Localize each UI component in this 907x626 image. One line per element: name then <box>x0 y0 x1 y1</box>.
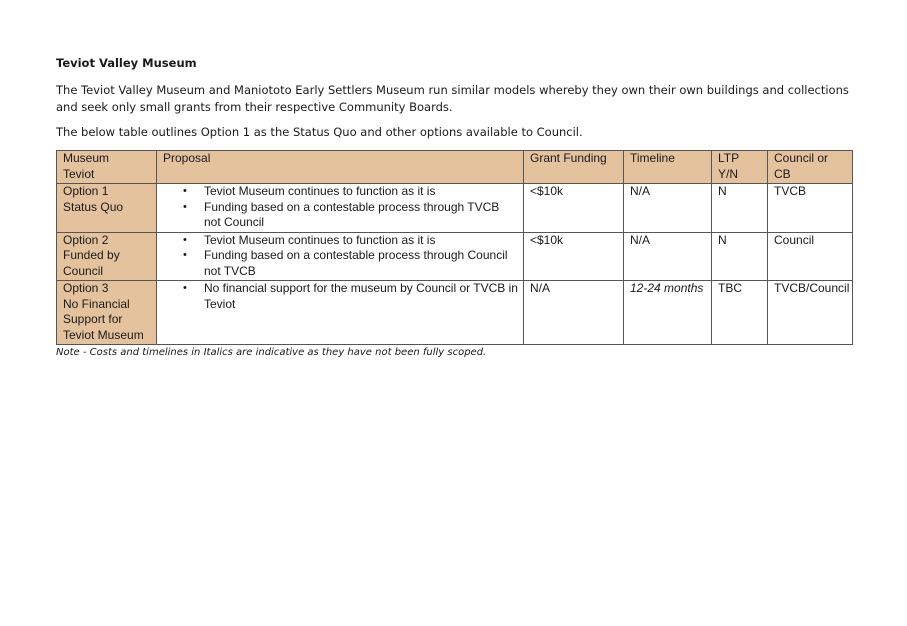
table-intro-paragraph: The below table outlines Option 1 as the Status Quo and other options available to Council. <box>56 125 583 139</box>
proposal-cell <box>157 184 524 233</box>
council-cell: TVCB/Council <box>768 281 853 345</box>
timeline-cell: N/A <box>624 184 712 233</box>
table-note: Note - Costs and timelines in Italics are indicative as they have not been fully scoped. <box>56 347 487 358</box>
council-cell: Council <box>768 232 853 281</box>
proposal-bullet-list <box>163 184 518 231</box>
proposal-bullet-list <box>163 281 518 312</box>
grant-cell: <$10k <box>524 184 624 233</box>
timeline-cell: 12-24 months <box>624 281 712 345</box>
grant-cell: N/A <box>524 281 624 345</box>
header-council-or-cb: Council or CB <box>768 151 853 184</box>
grant-cell: <$10k <box>524 232 624 281</box>
header-museum: Museum Teviot <box>57 151 157 184</box>
proposal-cell <box>157 232 524 281</box>
table-row <box>57 232 853 281</box>
table-header-row <box>57 151 853 184</box>
ltp-cell: N <box>712 232 768 281</box>
list-item: • Teviot Museum continues to function as it is <box>204 184 518 200</box>
options-table <box>56 150 853 345</box>
list-item: • No financial support for the museum by Council or TVCB in Teviot <box>204 281 518 312</box>
intro-paragraph: The Teviot Valley Museum and Maniototo Early Settlers Museum run similar models whereby they own their own buildings and collections and seek only small grants from their respective Community Boards. <box>56 83 849 114</box>
option-cell: Option 1 Status Quo <box>57 184 157 233</box>
section-heading: Teviot Valley Museum <box>56 56 197 70</box>
header-proposal: Proposal <box>157 151 524 184</box>
proposal-bullet-list <box>163 233 518 280</box>
table-row <box>57 281 853 345</box>
timeline-cell: N/A <box>624 232 712 281</box>
proposal-cell <box>157 281 524 345</box>
header-ltp: LTP Y/N <box>712 151 768 184</box>
ltp-cell: TBC <box>712 281 768 345</box>
ltp-cell: N <box>712 184 768 233</box>
document-page <box>56 56 852 360</box>
option-cell: Option 3 No Financial Support for Teviot Museum <box>57 281 157 345</box>
list-item: • Teviot Museum continues to function as it is <box>204 233 518 249</box>
council-cell: TVCB <box>768 184 853 233</box>
header-timeline: Timeline <box>624 151 712 184</box>
option-cell: Option 2 Funded by Council <box>57 232 157 281</box>
header-grant-funding: Grant Funding <box>524 151 624 184</box>
table-row <box>57 184 853 233</box>
list-item: • Funding based on a contestable process through Council not TVCB <box>204 248 518 279</box>
list-item: • Funding based on a contestable process through TVCB not Council <box>204 200 518 231</box>
